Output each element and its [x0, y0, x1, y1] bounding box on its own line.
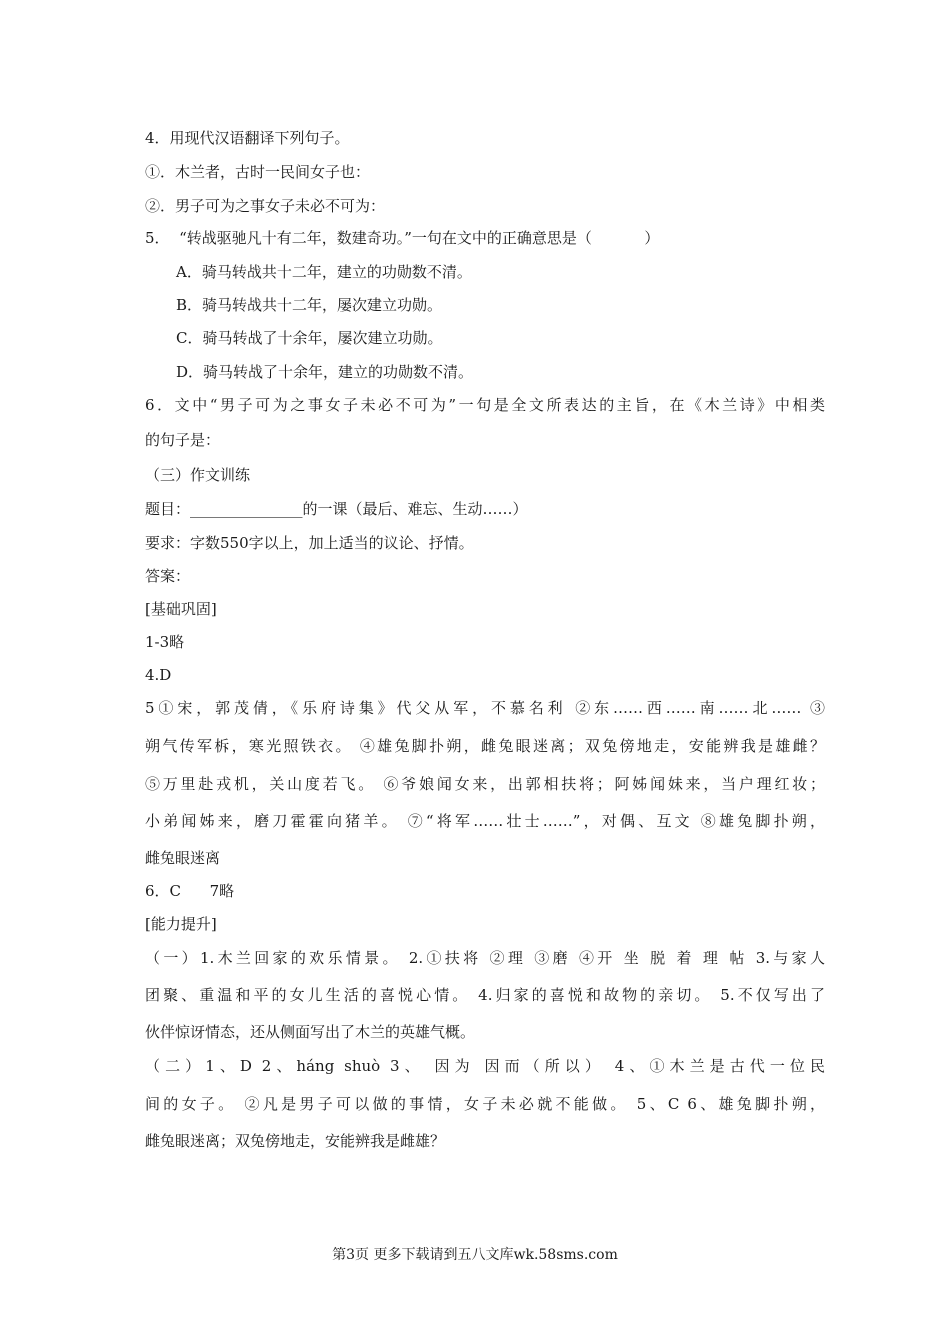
answer-5-line-5: 雌兔眼迷离	[145, 849, 221, 867]
question-4-item-1: ①．木兰者，古时一民间女子也：	[145, 163, 371, 181]
part-2-line-1: （二）1、D 2、háng shuò 3、 因为 因而（所以） 4、①木兰是古代一位民	[145, 1057, 825, 1075]
question-5-option-b: B．骑马转战共十二年，屡次建立功勋。	[176, 296, 443, 314]
question-5-option-c: C．骑马转战了十余年，屡次建立功勋。	[176, 329, 443, 347]
answer-4: 4.D	[145, 666, 172, 684]
question-5-option-a: A．骑马转战共十二年，建立的功勋数不清。	[176, 263, 472, 281]
question-5-option-d: D．骑马转战了十余年，建立的功勋数不清。	[176, 363, 474, 381]
answer-5-line-2: 朔气传军柝，寒光照铁衣。 ④雄兔脚扑朔，雌兔眼迷离；双兔傍地走，安能辨我是雄雌？	[145, 737, 825, 755]
answer-6-7: 6．C 7略	[145, 882, 235, 900]
question-4: 4．用现代汉语翻译下列句子。	[145, 129, 350, 147]
part-2-line-3: 雌兔眼迷离；双兔傍地走，安能辨我是雌雄？	[145, 1132, 446, 1150]
composition-heading: （三）作文训练	[145, 466, 251, 484]
answer-5-line-4: 小弟闻姊来，磨刀霍霍向猪羊。 ⑦“将军……壮士……”，对偶、互文 ⑧雄兔脚扑朔，	[145, 812, 825, 830]
answers-heading: 答案：	[145, 567, 191, 585]
question-6-line-1: 6．文中“男子可为之事女子未必不可为”一句是全文所表达的主旨，在《木兰诗》中相类	[145, 396, 825, 414]
question-4-item-2: ②．男子可为之事女子未必不可为：	[145, 197, 386, 215]
basic-section-heading: [基础巩固]	[145, 600, 217, 618]
page-footer: 第3页 更多下载请到五八文库wk.58sms.com	[332, 1247, 618, 1263]
part-1-line-2: 团聚、重温和平的女儿生活的喜悦心情。 4.归家的喜悦和故物的亲切。 5.不仅写出了	[145, 986, 825, 1004]
question-6-line-2: 的句子是：	[145, 431, 221, 449]
answer-1-3: 1-3略	[145, 633, 185, 651]
composition-requirement: 要求：字数550字以上，加上适当的议论、抒情。	[145, 534, 474, 552]
part-2-line-2: 间的女子。 ②凡是男子可以做的事情，女子未必就不能做。 5、C 6、雄兔脚扑朔，	[145, 1095, 825, 1113]
answer-5-line-3: ⑤万里赴戎机，关山度若飞。 ⑥爷娘闻女来，出郭相扶将；阿姊闻妹来，当户理红妆；	[145, 775, 825, 793]
part-1-line-1: （一）1.木兰回家的欢乐情景。 2.①扶将 ②理 ③磨 ④开 坐 脱 着 理 帖 3.与家人	[145, 949, 825, 967]
ability-section-heading: [能力提升]	[145, 915, 217, 933]
part-1-line-3: 伙伴惊讶情态，还从侧面写出了木兰的英雄气概。	[145, 1023, 476, 1041]
question-5: 5． “转战驱驰凡十有二年，数建奇功。”一句在文中的正确意思是（ ）	[145, 229, 660, 247]
composition-title: 题目：_______________的一课（最后、难忘、生动……）	[145, 500, 528, 518]
answer-5-line-1: 5①宋，郭茂倩，《乐府诗集》代父从军，不慕名利 ②东……西……南……北…… ③	[145, 699, 825, 717]
